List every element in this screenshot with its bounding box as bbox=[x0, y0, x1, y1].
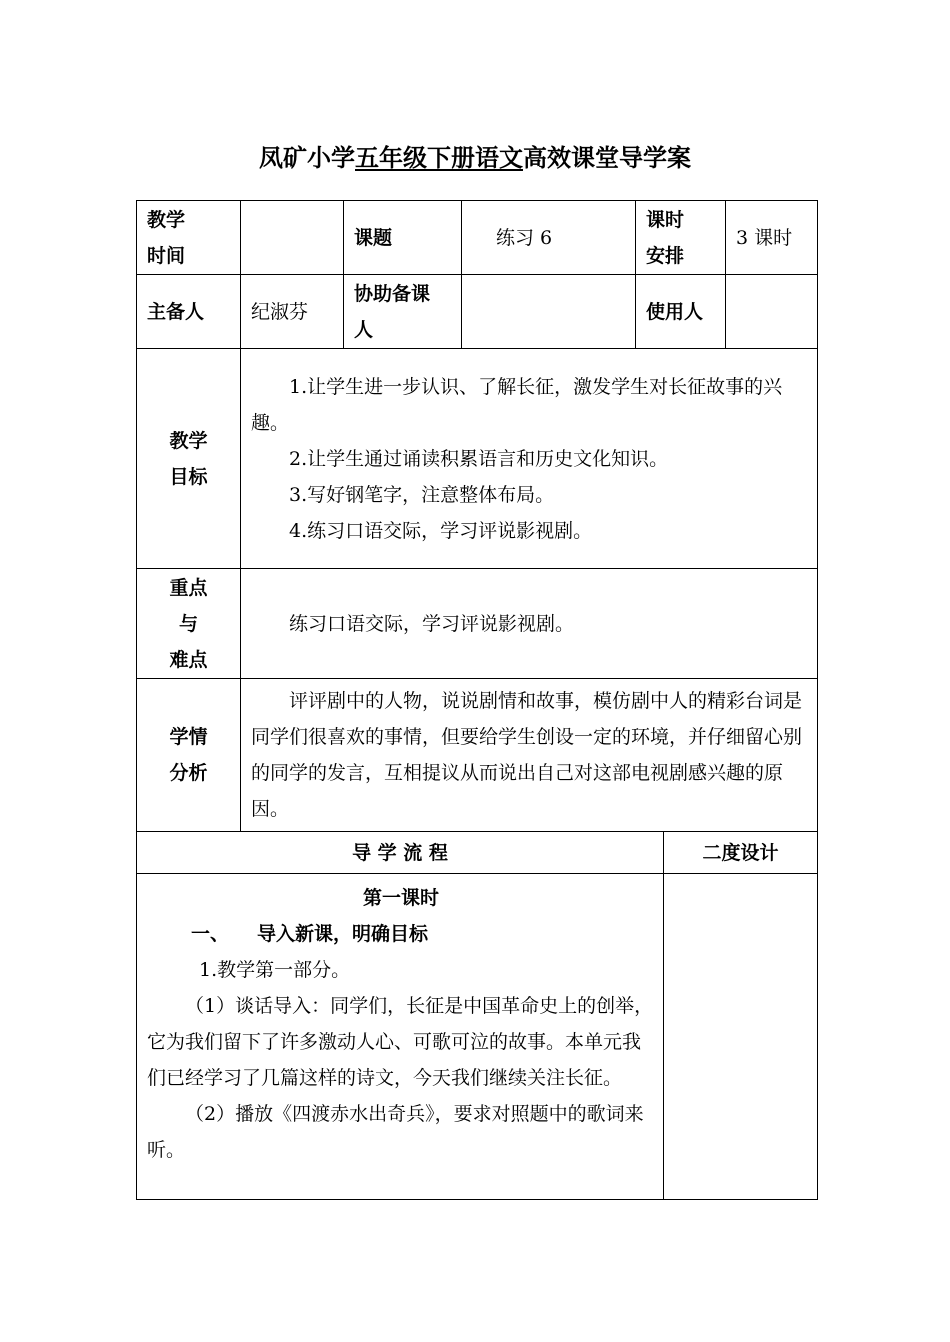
schedule-label: 课时 安排 bbox=[636, 201, 726, 275]
section-heading: 一、 导入新课，明确目标 bbox=[191, 923, 429, 945]
flow-content-row bbox=[137, 874, 818, 1200]
page-title bbox=[0, 138, 950, 173]
time-value bbox=[241, 201, 344, 275]
info-row-1 bbox=[137, 201, 818, 275]
flow-header-row bbox=[137, 832, 818, 874]
paragraph-2: （2）播放《四渡赤水出奇兵》，要求对照题中的歌词来听。 bbox=[147, 1103, 644, 1161]
step-text: 1.教学第一部分。 bbox=[199, 959, 351, 981]
analysis-row bbox=[137, 679, 818, 832]
goals-label: 教学 目标 bbox=[137, 349, 241, 569]
focus-label: 重点 与 难点 bbox=[137, 569, 241, 679]
title-prefix: 凤矿小学 bbox=[259, 144, 355, 172]
lesson-plan-table bbox=[136, 200, 818, 1200]
lead-label: 主备人 bbox=[137, 275, 241, 349]
analysis-label: 学情 分析 bbox=[137, 679, 241, 832]
user-label: 使用人 bbox=[636, 275, 726, 349]
goal-item: 3.写好钢笔字，注意整体布局。 bbox=[289, 483, 555, 506]
focus-content: 练习口语交际，学习评说影视剧。 bbox=[241, 569, 818, 679]
topic-value: 练习 6 bbox=[462, 201, 636, 275]
focus-row bbox=[137, 569, 818, 679]
lead-value: 纪淑芬 bbox=[241, 275, 344, 349]
analysis-content: 评评剧中的人物，说说剧情和故事，模仿剧中人的精彩台词是同学们很喜欢的事情，但要给学生创设一定的环境，并仔细留心别的同学的发言，互相提议从而说出自己对这部电视剧感兴趣的原因。 bbox=[241, 679, 818, 832]
goal-item: 1.让学生进一步认识、了解长征，激发学生对长征故事的兴趣。 bbox=[251, 375, 783, 434]
info-row-2 bbox=[137, 275, 818, 349]
title-suffix: 高效课堂导学案 bbox=[523, 144, 691, 172]
paragraph-1: （1）谈话导入：同学们，长征是中国革命史上的创举，它为我们留下了许多激动人心、可歌可泣的故事。本单元我们已经学习了几篇这样的诗文，今天我们继续关注长征。 bbox=[147, 995, 654, 1089]
title-underlined: 五年级下册语文 bbox=[355, 144, 523, 172]
goals-row bbox=[137, 349, 818, 569]
schedule-value: 3 课时 bbox=[726, 201, 818, 275]
flow-content bbox=[137, 874, 664, 1200]
goal-item: 2.让学生通过诵读积累语言和历史文化知识。 bbox=[289, 447, 669, 470]
assist-label: 协助备课 人 bbox=[344, 275, 462, 349]
flow-header-left: 导 学 流 程 bbox=[137, 832, 664, 874]
session-title: 第一课时 bbox=[362, 887, 439, 909]
user-value bbox=[726, 275, 818, 349]
topic-label: 课题 bbox=[344, 201, 462, 275]
time-label: 教学 时间 bbox=[137, 201, 241, 275]
flow-header-right: 二度设计 bbox=[664, 832, 818, 874]
goals-content bbox=[241, 349, 818, 569]
assist-value bbox=[462, 275, 636, 349]
design-notes bbox=[664, 874, 818, 1200]
goal-item: 4.练习口语交际，学习评说影视剧。 bbox=[289, 519, 593, 542]
